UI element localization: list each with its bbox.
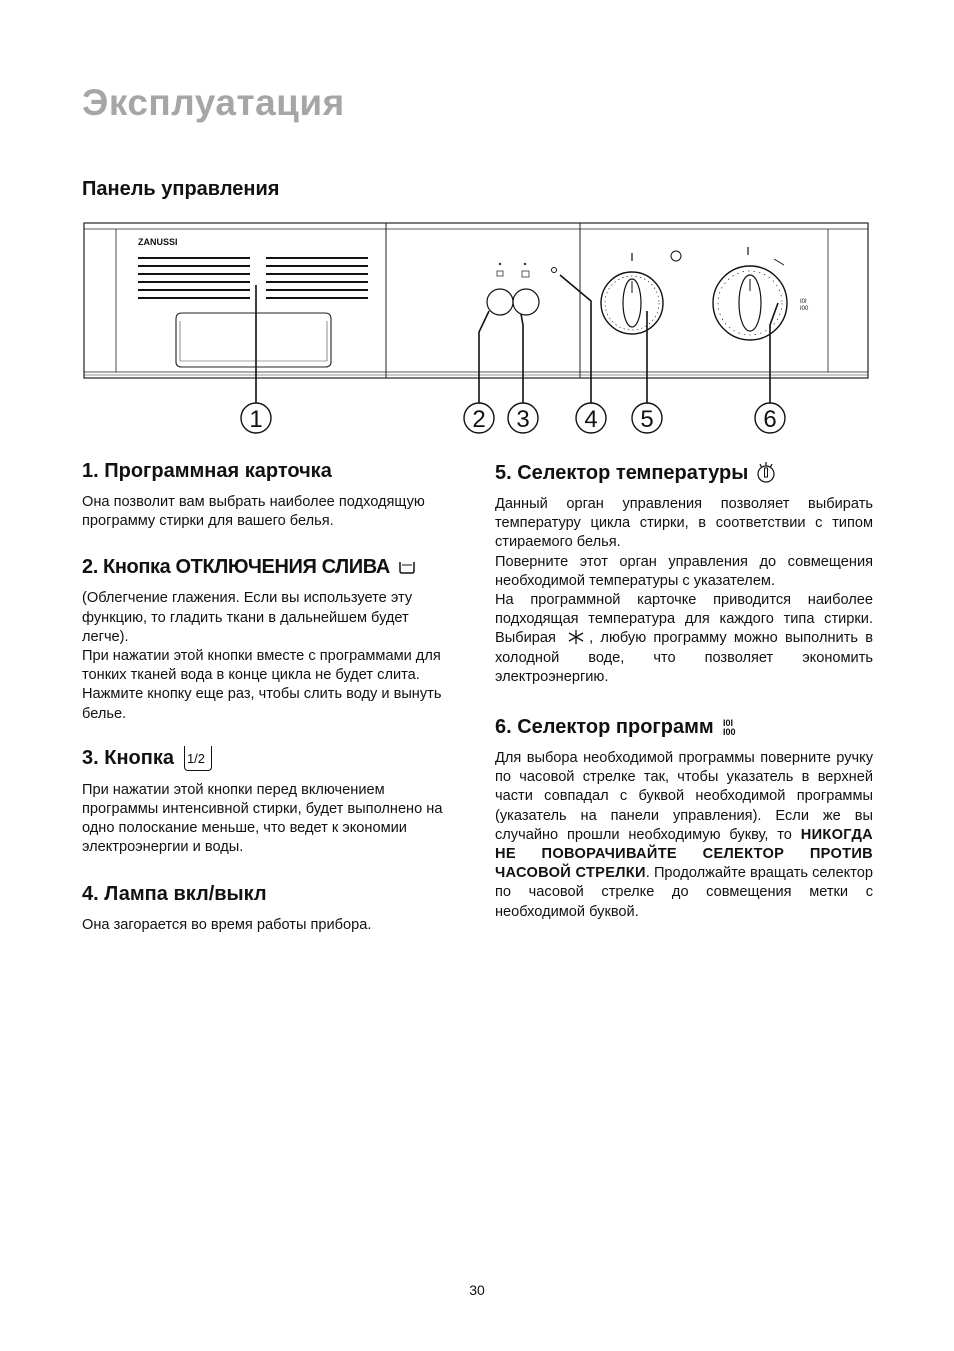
item-3-text: При нажатии этой кнопки перед включением программы интенсивной стирки, будет выполнено на одно полоскание меньше, что ведет к экономии электроэнергии и воды. (82, 781, 443, 856)
control-panel-diagram (80, 215, 874, 437)
callout-1 (241, 403, 271, 433)
item-3-heading: 3. Кнопка 1/2 (82, 746, 456, 771)
item-2-heading: 2. Кнопка ОТКЛЮЧЕНИЯ СЛИВА (82, 555, 456, 579)
section-title: Панель управления (82, 178, 280, 200)
half-rinse-button (513, 289, 539, 315)
item-2 (82, 555, 456, 723)
item-2-text-1: (Облегчение глажения. Если вы используете эту функцию, то гладить ткани в дальнейшем будет легче). (82, 590, 413, 645)
svg-text:I00: I00 (722, 727, 736, 738)
svg-text:I00: I00 (800, 306, 809, 312)
svg-text:3: 3 (516, 406, 530, 433)
item-3 (82, 746, 456, 858)
item-5 (495, 461, 873, 687)
svg-text:I0I: I0I (722, 718, 733, 729)
right-column (495, 461, 873, 944)
item-5-text-2: Поверните этот орган управления до совмещения необходимой температуры с указателем. (495, 553, 873, 589)
cold-wash-icon (567, 629, 585, 645)
program-card-lines (138, 258, 368, 298)
svg-text:2: 2 (472, 406, 486, 433)
brand-logo: ZANUSSI (138, 237, 178, 247)
no-drain-button (487, 289, 513, 315)
callout-2 (464, 403, 494, 433)
button-icons-small (497, 263, 529, 277)
item-2-text-2: При нажатии этой кнопки вместе с программами для тонких тканей вода в конце цикла не будет слита. Нажмите кнопку еще раз, чтобы слить воду и вынуть белье. (82, 648, 442, 722)
half-load-icon: 1/2 (184, 746, 212, 771)
item-5-text-1: Данный орган управления позволяет выбирать температуру цикла стирки, в соответствии с типом стираемого белья. (495, 496, 873, 551)
item-6 (495, 715, 873, 922)
callout-5 (632, 403, 662, 433)
program-dial (713, 247, 809, 340)
item-5-text-3: На программной карточке приводится наиболее подходящая температура для каждого типа стирки. Выбирая , любую программу можно выполнить в холодной воде, что позволяет экономить электроэнергию. (495, 592, 873, 685)
callout-6 (755, 403, 785, 433)
item-6-heading: 6. Селектор программ I0I I00 (495, 715, 873, 739)
svg-text:6: 6 (763, 406, 777, 433)
svg-text:I0I: I0I (800, 299, 807, 305)
item-4-heading: 4. Лампа вкл/выкл (82, 882, 267, 905)
page-number: 30 (469, 1282, 485, 1298)
program-icon (722, 717, 742, 737)
item-4 (82, 882, 456, 935)
callout-4 (576, 403, 606, 433)
item-5-heading: 5. Селектор температуры (495, 461, 873, 485)
no-drain-icon (398, 559, 416, 575)
panel-frame (84, 223, 868, 378)
detergent-drawer (176, 313, 331, 367)
item-1 (82, 459, 456, 531)
item-1-text: Она позволит вам выбрать наиболее подходящую программу стирки для вашего белья. (82, 494, 425, 530)
item-1-heading: 1. Программная карточка (82, 460, 332, 482)
svg-text:4: 4 (584, 406, 598, 433)
item-6-text: Для выбора необходимой программы поверните ручку по часовой стрелке так, чтобы указатель в верхней части совпадал с буквой необходимой программы (указатель на панели управления). Если же вы случайно прошли необходимую букву, то НИКОГДА НЕ ПОВОРАЧИВАЙТЕ СЕЛЕКТОР ПРОТИВ ЧАСОВОЙ СТРЕЛКИ. Продолжайте вращать селектор по часовой стрелке до совмещения метки с необходимой буквой. (495, 750, 873, 920)
page-title: Эксплуатация (82, 82, 345, 123)
callout-3 (508, 403, 538, 433)
callout-leaders (256, 275, 778, 405)
svg-text:5: 5 (640, 406, 654, 433)
pilot-lamp (552, 268, 557, 273)
svg-text:1: 1 (249, 406, 263, 433)
left-column (82, 459, 456, 957)
item-4-text: Она загорается во время работы прибора. (82, 916, 372, 933)
temperature-dial (601, 251, 681, 334)
thermometer-icon (756, 462, 776, 484)
